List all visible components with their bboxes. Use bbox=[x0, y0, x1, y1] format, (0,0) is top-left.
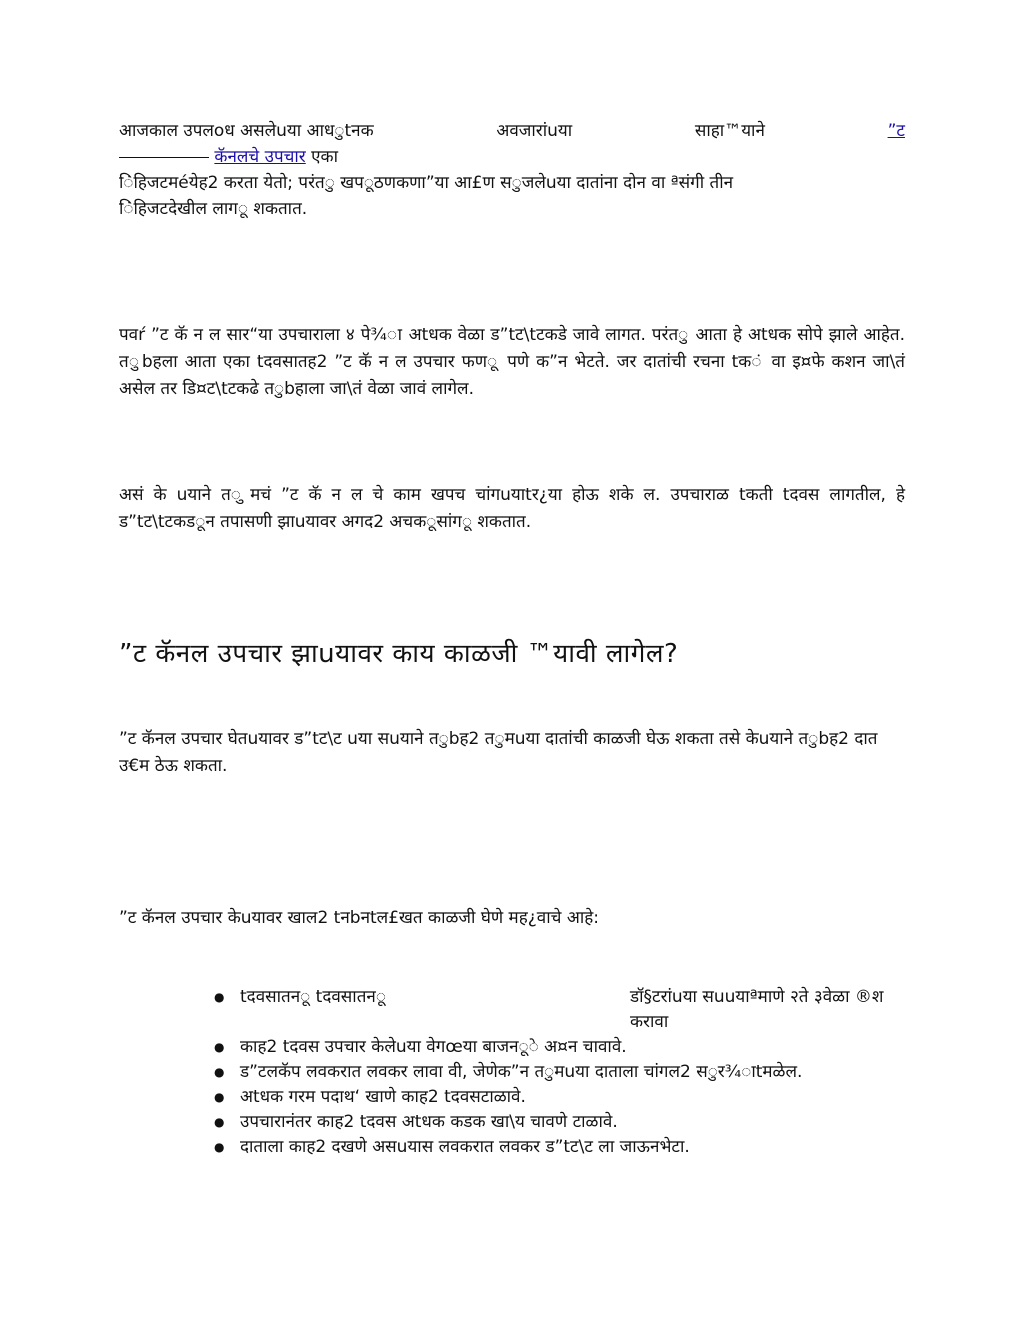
list-item-1-col1: ● tदवसातन◌ू tदवसातन◌ू bbox=[240, 987, 386, 1007]
underline-rule bbox=[119, 157, 209, 158]
list-item: ● अtधक गरम पदाथ‘ खाणे काह2 tदवसटाळावे. bbox=[240, 1085, 900, 1110]
root-canal-link-part2[interactable]: कॅनलचे उपचार bbox=[214, 147, 306, 167]
intro-line-1 bbox=[119, 118, 905, 144]
intro-line-3: ◌ि‍ंहिजटमéयेह2 करता येतो; परंत◌ु खप◌ूठणकणा”या आ£ण स◌ुजलेuया दातांना दोन वा ªसंगी तीन bbox=[119, 173, 734, 193]
care-list bbox=[240, 985, 900, 1160]
list-item-1-col2: डॉ§टरांuया सuuयाªमाणे २ते ३वेळा ®श करावा bbox=[630, 987, 884, 1032]
intro-line-1-mid: अवजारांuया bbox=[496, 121, 573, 141]
paragraph-earlier-treatment: पवŕ ”ट कॅ न ल सार“या उपचाराला ४ पे¾◌ा अtधक वेळा ड”tट\tटकडे जावे लागत. परंत◌ु आता हे अtधक सोपे झाले आहेत. त◌ुbहला आता एका tदवसातह2 ”ट कॅ न ल उपचार फण◌ू पणे क”न भेटते. जर दातांची रचना tक◌ं वा इ¤फे कशन जा\तं असेल तर डि¤ट\tटकढे त◌ुbहाला जा\तं वेळा जावं लागेल. bbox=[119, 325, 905, 399]
intro-line-1-left: आजकाल उपलoध असलेuया आध◌ुtनक bbox=[119, 121, 374, 141]
intro-line-1-right: साहा™याने bbox=[694, 121, 765, 141]
list-item: ● दाताला काह2 दखणे असuयास लवकरात लवकर ड”tट\ट ला जाऊनभेटा. bbox=[240, 1135, 900, 1160]
paragraph-care-intro: ”ट कॅनल उपचार घेतuयावर ड”tट\ट uया सuयाने त◌ुbह2 त◌ुमuया दातांची काळजी घेऊ शकता तसे केuयाने त◌ुbह2 दात उ€म ठेऊ शकता. bbox=[119, 729, 878, 776]
list-item: ● ड”टलकॅप लवकरात लवकर लावा वी, जेणेक”न त◌ुमuया दाताला चांगल2 स◌ुर¾◌ाtमळेल. bbox=[240, 1060, 900, 1085]
intro-paragraph bbox=[119, 118, 905, 222]
intro-line-2 bbox=[119, 144, 905, 170]
list-item bbox=[240, 985, 900, 1035]
intro-line-4: ◌ि‍ंहिजटदेखील लाग◌ू शकतात. bbox=[119, 199, 308, 219]
paragraph-benefit: असं के uयाने त◌ुमचं ”ट कॅ न ल चे काम खपच चांगuयाtर¿या होऊ शके ल. उपचाराळ tकती tदवस लागतील, हे ड”tट\tटकड◌ून तपासणी झाuयावर अगद2 अचक◌ूसांग◌ू शकतात. bbox=[119, 485, 905, 532]
section-heading: ”ट कॅनल उपचार झाuयावर काय काळजी ™यावी लागेल? bbox=[119, 639, 679, 669]
root-canal-link-part1[interactable]: ”ट bbox=[887, 121, 905, 141]
list-item: ● काह2 tदवस उपचार केलेuया वेगœया बाजन◌ू◌े अ¤न चावावे. bbox=[240, 1035, 900, 1060]
intro-line-2-rest: एका bbox=[311, 147, 339, 167]
paragraph-care-list-intro: ”ट कॅनल उपचार केuयावर खाल2 tनbनtल£खत काळजी घेणे मह¿वाचे आहे: bbox=[119, 908, 599, 928]
list-item: ● उपचारानंतर काह2 tदवस अtधक कडक खा\य चावणे टाळावे. bbox=[240, 1110, 900, 1135]
